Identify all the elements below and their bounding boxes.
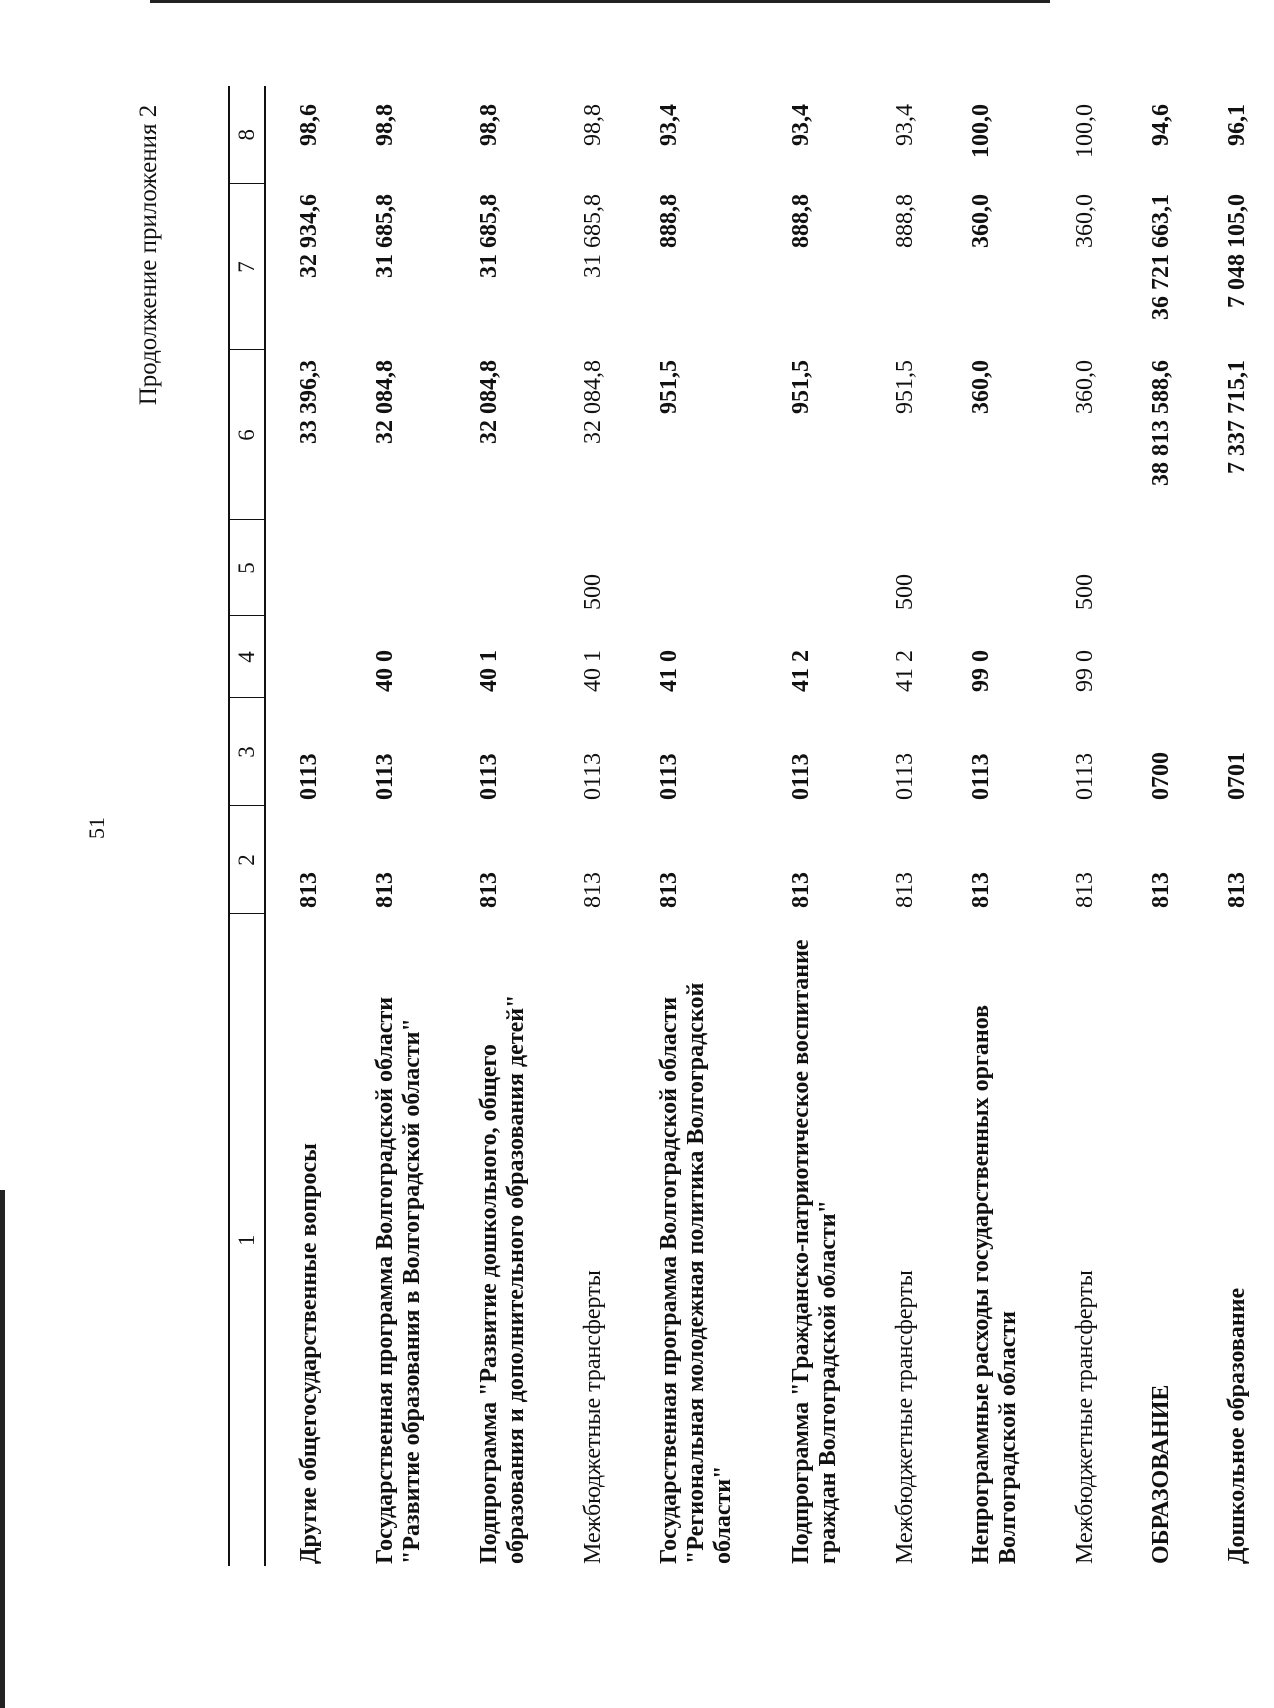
cell-col8: 98,6: [296, 104, 322, 146]
cell-col8: 93,4: [788, 104, 814, 146]
cell-col2: 813: [476, 872, 502, 908]
cell-col4: 41 2: [892, 650, 918, 692]
cell-col4: 41 2: [788, 650, 814, 692]
cell-col4: 41 0: [656, 650, 682, 692]
cell-col3: 0113: [656, 753, 682, 800]
cell-col2: 813: [1072, 872, 1098, 908]
cell-col3: 0113: [372, 753, 398, 800]
cell-col2: 813: [656, 872, 682, 908]
cell-col8: 98,8: [580, 104, 606, 146]
row-name: Дошкольное образование: [1224, 1287, 1250, 1564]
scan-edge-top: [150, 0, 1050, 3]
cell-col2: 813: [892, 872, 918, 908]
column-header-6: 6: [229, 350, 265, 520]
cell-col3: 0113: [580, 752, 606, 800]
column-header-1: 1: [229, 914, 265, 1566]
cell-col7: 888,8: [656, 194, 682, 248]
row-name: Подпрограмма "Развитие дошкольного, общего образования и дополнительного образования детей": [476, 994, 529, 1564]
cell-col6: 38 813 588,6: [1148, 360, 1174, 486]
table-row: [560, 86, 636, 1566]
table-row: [456, 86, 560, 1566]
cell-col6: 33 396,3: [296, 360, 322, 444]
cell-col7: 31 685,8: [372, 194, 398, 278]
cell-col8: 98,8: [476, 104, 502, 146]
column-header-7: 7: [229, 184, 265, 350]
cell-col5: [1204, 520, 1274, 616]
cell-col5: [265, 520, 352, 616]
cell-col6: 360,0: [968, 360, 994, 414]
cell-col4: 40 1: [580, 650, 606, 692]
row-name: Межбюджетные трансферты: [580, 1270, 606, 1564]
cell-col5: 500: [580, 574, 606, 610]
row-name: Межбюджетные трансферты: [1072, 1270, 1098, 1564]
cell-col4: 40 1: [476, 650, 502, 692]
cell-col7: 888,8: [892, 194, 918, 248]
scan-edge-left: [0, 1190, 5, 1708]
cell-col2: 813: [372, 872, 398, 908]
row-name: ОБРАЗОВАНИЕ: [1148, 1384, 1174, 1564]
cell-col3: 0700: [1148, 752, 1174, 800]
header-row: [229, 86, 265, 1566]
cell-col2: 813: [968, 872, 994, 908]
cell-col6: 951,5: [656, 360, 682, 414]
cell-col7: 888,8: [788, 194, 814, 248]
cell-col4: 99 0: [1072, 650, 1098, 692]
cell-col7: 7 048 105,0: [1224, 194, 1250, 308]
cell-col6: 32 084,8: [476, 360, 502, 444]
column-header-5: 5: [229, 520, 265, 616]
cell-col2: 813: [1148, 872, 1174, 908]
cell-col4: [1128, 616, 1204, 698]
cell-col8: 93,4: [892, 104, 918, 146]
table-row: [265, 86, 352, 1566]
cell-col5: [1128, 520, 1204, 616]
table-row: [768, 86, 872, 1566]
cell-col5: [948, 520, 1052, 616]
cell-col7: 31 685,8: [476, 194, 502, 278]
cell-col4: [1204, 616, 1274, 698]
row-name: Межбюджетные трансферты: [892, 1270, 918, 1564]
cell-col2: 813: [580, 872, 606, 908]
cell-col6: 7 337 715,1: [1224, 360, 1250, 474]
page-number: 51: [84, 817, 109, 839]
cell-col6: 32 084,8: [372, 360, 398, 444]
row-name: Подпрограмма "Гражданско-патриотическое воспитание граждан Волгоградской области": [788, 939, 841, 1564]
row-name: Непрограммные расходы государственных органов Волгоградской области: [968, 1004, 1021, 1564]
cell-col8: 96,1: [1224, 104, 1250, 146]
table-row: [1052, 86, 1128, 1566]
cell-col5: 500: [892, 574, 918, 610]
cell-col8: 100,0: [968, 104, 994, 158]
cell-col8: 93,4: [656, 104, 682, 146]
cell-col7: 360,0: [1072, 194, 1098, 248]
cell-col5: 500: [1072, 574, 1098, 610]
table-rotated: [228, 86, 1250, 1566]
cell-col6: 951,5: [892, 360, 918, 414]
table-row: [636, 86, 768, 1566]
table-row: [872, 86, 948, 1566]
cell-col2: 813: [296, 872, 322, 908]
budget-table: [228, 86, 1274, 1566]
column-header-2: 2: [229, 806, 265, 914]
row-name: Государственная программа Волгоградской области "Развитие образования в Волгоградской области": [372, 996, 425, 1564]
table-row: [1128, 86, 1204, 1566]
cell-col3: 0113: [968, 753, 994, 800]
table-row: [948, 86, 1052, 1566]
cell-col2: 813: [1224, 872, 1250, 908]
cell-col8: 94,6: [1148, 104, 1174, 146]
cell-col4: 99 0: [968, 650, 994, 692]
cell-col7: 31 685,8: [580, 194, 606, 278]
table-row: [1204, 86, 1274, 1566]
cell-col7: 36 721 663,1: [1148, 194, 1174, 320]
cell-col7: 360,0: [968, 194, 994, 248]
cell-col6: 32 084,8: [580, 360, 606, 444]
column-header-3: 3: [229, 698, 265, 806]
cell-col3: 0113: [788, 753, 814, 800]
cell-col6: 951,5: [788, 360, 814, 414]
cell-col2: 813: [788, 872, 814, 908]
row-name: Другие общегосударственные вопросы: [296, 1143, 322, 1564]
cell-col6: 360,0: [1072, 360, 1098, 414]
column-header-8: 8: [229, 86, 265, 184]
cell-col4: [265, 616, 352, 698]
cell-col4: 40 0: [372, 650, 398, 692]
cell-col3: 0113: [296, 753, 322, 800]
cell-col8: 100,0: [1072, 104, 1098, 158]
table-row: [352, 86, 456, 1566]
cell-col5: [636, 520, 768, 616]
cell-col7: 32 934,6: [296, 194, 322, 278]
cell-col5: [352, 520, 456, 616]
cell-col3: 0701: [1224, 752, 1250, 800]
cell-col8: 98,8: [372, 104, 398, 146]
cell-col5: [768, 520, 872, 616]
row-name: Государственная программа Волгоградской области "Региональная молодежная политика Волгоградской области": [656, 982, 736, 1564]
table-frame: [228, 86, 1250, 1566]
continuation-caption: Продолжение приложения 2: [135, 104, 162, 406]
cell-col3: 0113: [1072, 752, 1098, 800]
cell-col3: 0113: [476, 753, 502, 800]
column-header-4: 4: [229, 616, 265, 698]
cell-col3: 0113: [892, 752, 918, 800]
cell-col5: [456, 520, 560, 616]
